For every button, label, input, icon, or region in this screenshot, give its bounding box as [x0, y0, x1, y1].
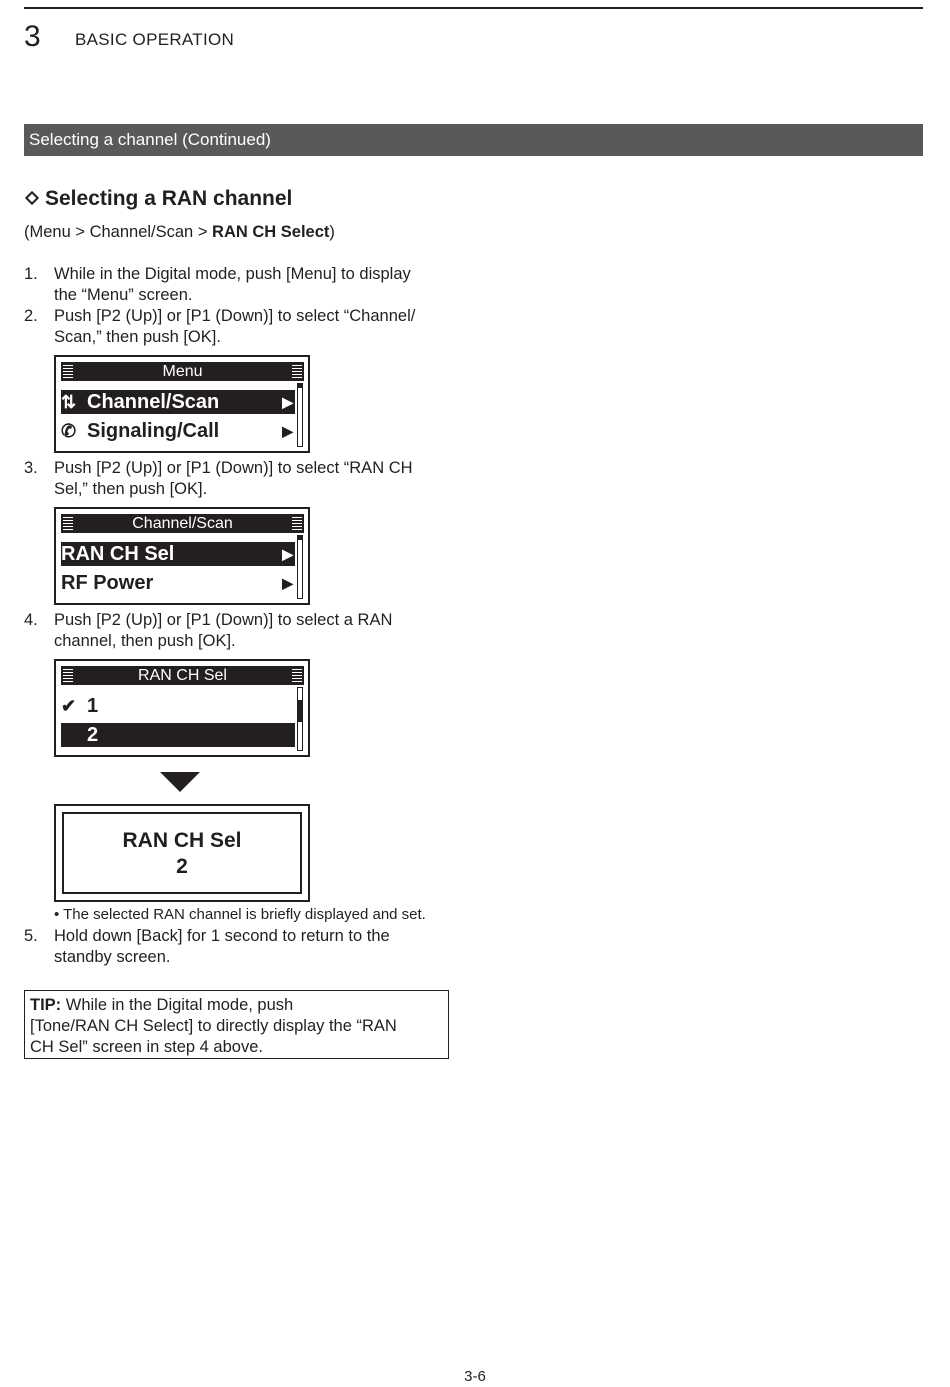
screen-header: Channel/Scan — [61, 514, 304, 533]
list-icon — [292, 517, 302, 530]
list-icon — [63, 669, 73, 682]
tip-label: TIP: — [30, 996, 62, 1014]
list-icon — [292, 365, 302, 378]
confirm-screen — [54, 804, 310, 902]
page-number: 3-6 — [464, 1368, 486, 1385]
confirm-title: RAN CH Sel — [122, 829, 242, 852]
diamond-icon — [25, 191, 39, 205]
menu-item-channel-scan: ⇅ Channel/Scan ▶ — [61, 391, 293, 413]
channel-scan-screen — [54, 507, 310, 605]
step-4: 4. Push [P2 (Up)] or [P1 (Down)] to select a RAN channel, then push [OK]. — [24, 611, 393, 650]
step-5: 5. Hold down [Back] for 1 second to return to the standby screen. — [24, 927, 390, 966]
scrollbar — [297, 535, 303, 599]
menu-item-signaling-call: ✆ Signaling/Call ▶ — [61, 420, 293, 442]
down-arrow-icon — [160, 772, 200, 792]
checkmark-icon: ✔ — [61, 696, 77, 716]
up-down-arrows-icon: ⇅ — [61, 392, 77, 412]
ran-ch-sel-screen — [54, 659, 310, 757]
menu-path: (Menu > Channel/Scan > RAN CH Select) — [24, 223, 335, 241]
step-1: 1. While in the Digital mode, push [Menu] to display the “Menu” screen. — [24, 265, 411, 304]
menu-item-rf-power: RF Power ▶ — [61, 572, 293, 594]
scrollbar — [297, 383, 303, 447]
list-icon — [292, 669, 302, 682]
tip-box: TIP: While in the Digital mode, push [Tone/RAN CH Select] to directly display the “RAN CH Sel” screen in step 4 above. — [24, 990, 449, 1059]
section-bar — [24, 124, 923, 156]
menu-item-ran-ch-sel: RAN CH Sel ▶ — [61, 543, 293, 565]
phone-handset-icon: ✆ — [61, 421, 77, 441]
subsection-title: Selecting a RAN channel — [45, 187, 293, 210]
step-3: 3. Push [P2 (Up)] or [P1 (Down)] to select “RAN CH Sel,” then push [OK]. — [24, 459, 413, 498]
arrow-right-icon: ▶ — [282, 546, 293, 562]
screen-header: RAN CH Sel — [61, 666, 304, 685]
list-icon — [63, 517, 73, 530]
channel-item-1: ✔ 1 — [61, 695, 99, 717]
screen-header: Menu — [61, 362, 304, 381]
scrollbar-thumb — [298, 384, 302, 388]
arrow-right-icon: ▶ — [282, 575, 293, 591]
scrollbar — [297, 687, 303, 751]
scrollbar-thumb — [298, 700, 302, 722]
arrow-right-icon: ▶ — [282, 423, 293, 439]
list-icon — [63, 365, 73, 378]
scrollbar-thumb — [298, 536, 302, 540]
arrow-right-icon: ▶ — [282, 394, 293, 410]
section-title: Selecting a channel (Continued) — [29, 130, 271, 149]
menu-screen — [54, 355, 310, 453]
chapter-title: BASIC OPERATION — [75, 30, 235, 49]
subsection-heading — [24, 186, 292, 212]
channel-item-2: 2 — [61, 723, 295, 747]
confirm-value: 2 — [176, 855, 188, 878]
chapter-number: 3 — [24, 20, 41, 53]
top-rule — [24, 7, 923, 9]
step-2: 2. Push [P2 (Up)] or [P1 (Down)] to select “Channel/ Scan,” then push [OK]. — [24, 307, 416, 346]
note: • The selected RAN channel is briefly displayed and set. — [54, 906, 426, 923]
